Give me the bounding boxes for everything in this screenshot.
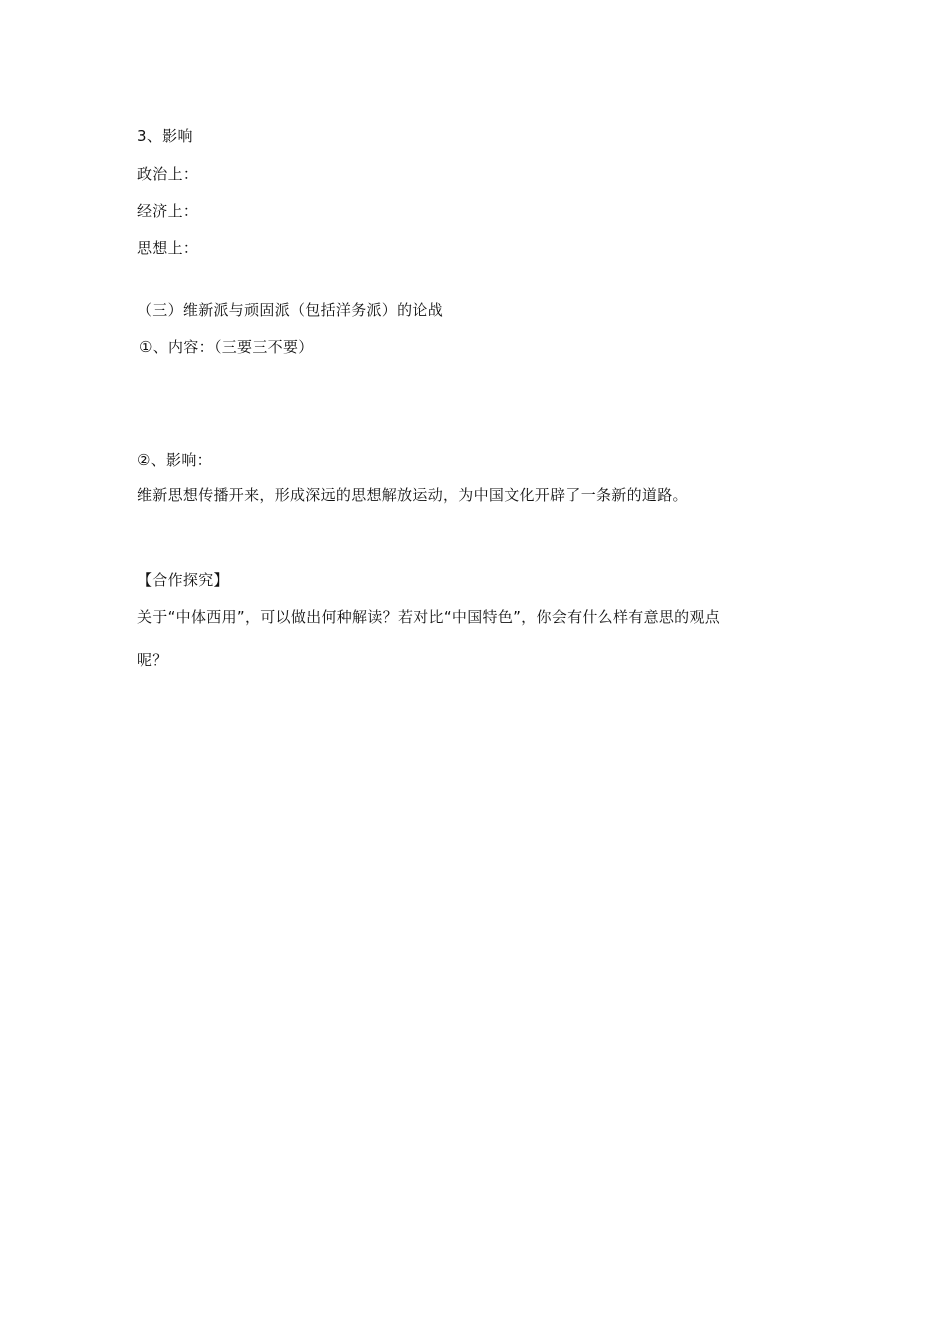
cooperation-heading: 【合作探究】	[137, 571, 229, 589]
cooperation-question-line1: 关于“中体西用”，可以做出何种解读？若对比“中国特色”，你会有什么样有意思的观点	[137, 608, 721, 626]
debate-content-label: ①、内容：（三要三不要）	[139, 338, 314, 356]
debate-impact-text: 维新思想传播开来，形成深远的思想解放运动，为中国文化开辟了一条新的道路。	[137, 486, 688, 504]
thought-label: 思想上：	[137, 239, 199, 257]
debate-impact-label: ②、影响：	[137, 451, 212, 469]
economy-label: 经济上：	[137, 202, 199, 220]
cooperation-question-line2: 呢？	[137, 651, 168, 669]
debate-heading: （三）维新派与顽固派（包括洋务派）的论战	[137, 301, 444, 319]
politics-label: 政治上：	[137, 165, 199, 183]
section-heading-influence: 3、影响	[137, 127, 193, 145]
